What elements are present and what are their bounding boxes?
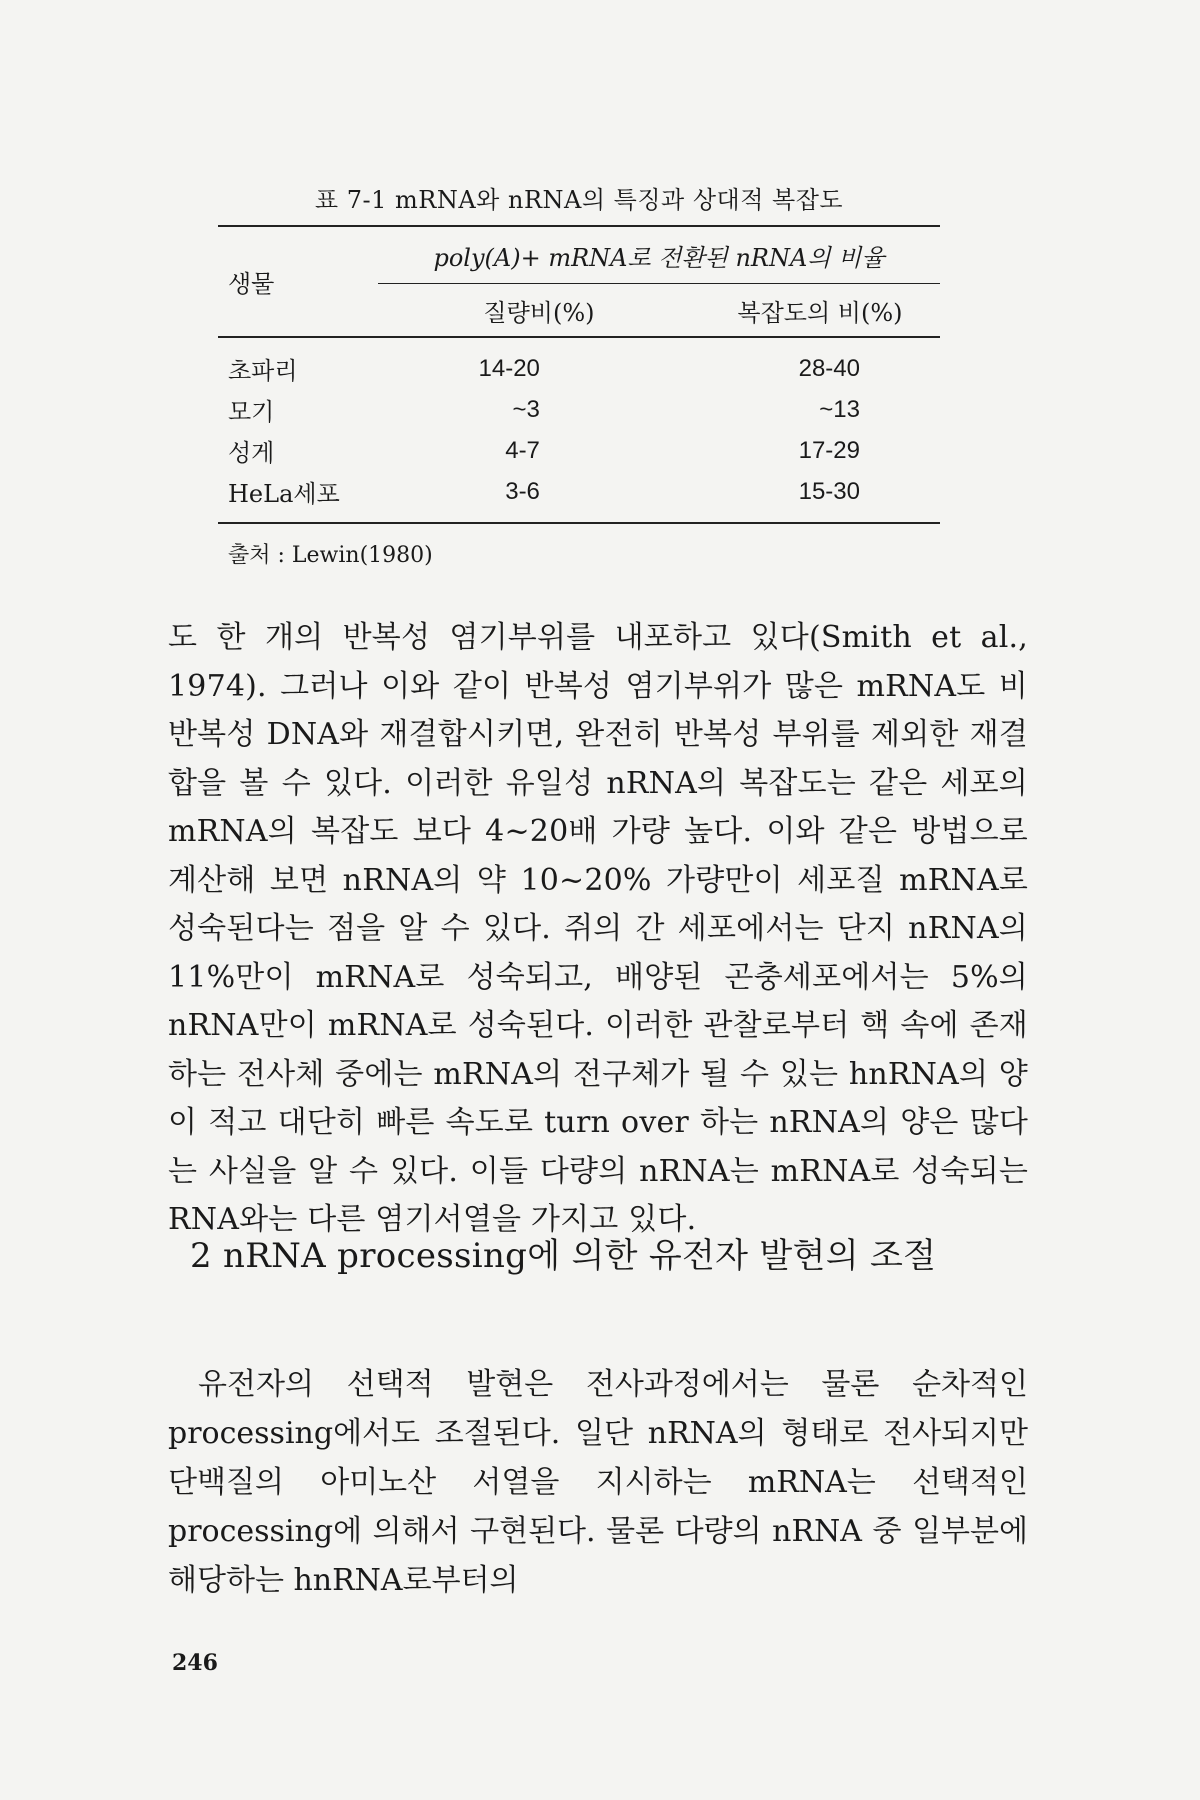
cell-complexity: 28-40 — [798, 354, 860, 382]
table-source: 출처 : Lewin(1980) — [228, 543, 433, 568]
table-caption: 표 7-1 mRNA와 nRNA의 특징과 상대적 복잡도 — [314, 186, 844, 214]
cell-organism: 초파리 — [228, 357, 298, 385]
table-row — [218, 337, 940, 389]
cell-mass: 14-20 — [478, 354, 540, 382]
table-row — [218, 471, 940, 523]
cell-mass: 3-6 — [505, 477, 540, 505]
table-row — [218, 430, 940, 471]
body-text-section — [168, 1360, 1028, 1605]
paragraph: 유전자의 선택적 발현은 전사과정에서는 물론 순차적인 processing에서도 조절된다. 일단 nRNA의 형태로 전사되지만 단백질의 아미노산 서열을 지시하는 mRNA는 선택적인 processing에 의해서 구현된다. 물론 다량의 nRNA 중 일부분에 해당하는 hnRNA로부터의 — [168, 1367, 1028, 1598]
cell-complexity: 17-29 — [798, 436, 860, 464]
page-number: 246 — [172, 1650, 218, 1676]
paragraph: 도 한 개의 반복성 염기부위를 내포하고 있다(Smith et al., 1974). 그러나 이와 같이 반복성 염기부위가 많은 mRNA도 비반복성 DNA와 재결합시키면, 완전히 반복성 부위를 제외한 재결합을 볼 수 있다. 이러한 유일성 nRNA의 복잡도는 같은 세포의 mRNA의 복잡도 보다 4~20배 가량 높다. 이와 같은 방법으로 계산해 보면 nRNA의 약 10~20% 가량만이 세포질 mRNA로 성숙된다는 점을 알 수 있다. 쥐의 간 세포에서는 단지 nRNA의 11%만이 mRNA로 성숙되고, 배양된 곤충세포에서는 5%의 nRNA만이 mRNA로 성숙된다. 이러한 관찰로부터 핵 속에 존재하는 전사체 중에는 mRNA의 전구체가 될 수 있는 hnRNA의 양이 적고 대단히 빠른 속도로 turn over 하는 nRNA의 양은 많다는 사실을 알 수 있다. 이들 다량의 nRNA는 mRNA로 성숙되는 RNA와는 다른 염기서열을 가지고 있다. — [168, 620, 1028, 1237]
header-mass-ratio: 질량비(%) — [483, 298, 595, 327]
table-row — [218, 389, 940, 430]
table-block — [218, 180, 940, 569]
body-text — [168, 614, 1028, 1245]
cell-mass: 4-7 — [505, 436, 540, 464]
cell-complexity: 15-30 — [798, 477, 860, 505]
cell-complexity: ~13 — [819, 395, 860, 423]
cell-organism: 모기 — [228, 398, 275, 426]
section-heading: 2 nRNA processing에 의한 유전자 발현의 조절 — [190, 1236, 937, 1276]
header-organism: 생물 — [228, 270, 275, 298]
cell-mass: ~3 — [512, 395, 540, 423]
data-table — [218, 225, 940, 524]
cell-organism: HeLa세포 — [228, 480, 340, 508]
table-header-row — [218, 226, 940, 284]
header-complexity-ratio: 복잡도의 비(%) — [737, 298, 903, 327]
header-group: poly(A)+ mRNA로 전환된 nRNA의 비율 — [378, 226, 940, 284]
cell-organism: 성게 — [228, 439, 275, 467]
